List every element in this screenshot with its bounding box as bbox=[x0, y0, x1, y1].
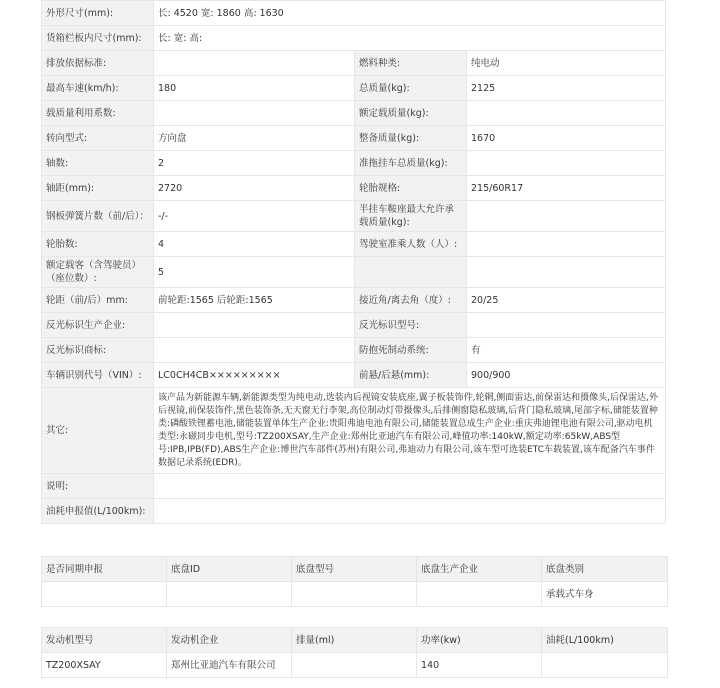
spec-value bbox=[467, 201, 666, 232]
spec-value: 2720 bbox=[154, 176, 355, 201]
dimensions-value: 长: 4520 宽: 1860 高: 1630 bbox=[154, 1, 666, 26]
spec-row bbox=[42, 151, 666, 176]
spec-row bbox=[42, 232, 666, 257]
spec-label: 载质量利用系数: bbox=[42, 101, 154, 126]
chassis-header-row bbox=[42, 557, 668, 582]
engine-data-cell: TZ200XSAY bbox=[42, 653, 167, 678]
spec-label: 最高车速(km/h): bbox=[42, 76, 154, 101]
spec-row bbox=[42, 101, 666, 126]
spec-label: 半挂车鞍座最大允许承载质量(kg): bbox=[355, 201, 467, 232]
spec-row bbox=[42, 201, 666, 232]
spec-label: 轮距（前/后）mm: bbox=[42, 288, 154, 313]
spec-row-remarks bbox=[42, 474, 666, 499]
spec-row bbox=[42, 288, 666, 313]
chassis-data-cell bbox=[292, 582, 417, 607]
spec-label: 轴数: bbox=[42, 151, 154, 176]
engine-data-row bbox=[42, 653, 668, 678]
spec-label: 准拖挂车总质量(kg): bbox=[355, 151, 467, 176]
other-value: 该产品为新能源车辆,新能源类型为纯电动,选装内后视镜安装底座,翼子板装饰件,轮辋,侧面雷达,前保雷达和摄像头,后保雷达,外后视镜,前保装饰件,黑色装饰条,无天窗无行李架,高位制动灯带摄像头,后排侧窗隐私玻璃,后背门隐私玻璃,尾部字标,储能装置种类:磷酸铁锂蓄电池,储能装置单体生产企业:贵阳弗迪电池有限公司,储能装置总成生产企业:重庆弗迪锂电池有限公司,驱动电机类型:永磁同步电机,型号:TZ200XSAY,生产企业:郑州比亚迪汽车有限公司,峰值功率:140kW,额定功率:65kW,ABS型号:IPB,IPB(FD),ABS生产企业:博世汽车部件(苏州)有限公司,弗迪动力有限公司,该车型可选装ETC车载装置,该车配备汽车事件数据记录系统(EDR)。 bbox=[154, 388, 666, 474]
spec-value bbox=[467, 101, 666, 126]
spec-row bbox=[42, 338, 666, 363]
spec-label: 轴距(mm): bbox=[42, 176, 154, 201]
spec-value: 5 bbox=[154, 257, 355, 288]
spec-value bbox=[154, 313, 355, 338]
spec-value: 1670 bbox=[467, 126, 666, 151]
spec-value bbox=[467, 151, 666, 176]
engine-header-row bbox=[42, 628, 668, 653]
spec-table bbox=[41, 0, 666, 524]
spec-value: LC0CH4CB××××××××× bbox=[154, 363, 355, 388]
spec-label: 额定载客（含驾驶员）（座位数）: bbox=[42, 257, 154, 288]
spec-value: 前轮距:1565 后轮距:1565 bbox=[154, 288, 355, 313]
engine-table bbox=[41, 627, 668, 678]
spec-value: 20/25 bbox=[467, 288, 666, 313]
chassis-header-cell: 底盘类别 bbox=[542, 557, 668, 582]
spec-row-cargo bbox=[42, 26, 666, 51]
chassis-header-cell: 底盘ID bbox=[167, 557, 292, 582]
spec-value: 2125 bbox=[467, 76, 666, 101]
engine-data-cell bbox=[542, 653, 668, 678]
spec-label: 整备质量(kg): bbox=[355, 126, 467, 151]
spec-row bbox=[42, 76, 666, 101]
spec-value: 纯电动 bbox=[467, 51, 666, 76]
spec-value bbox=[467, 232, 666, 257]
engine-header-cell: 发动机型号 bbox=[42, 628, 167, 653]
fuel-consumption-value bbox=[154, 499, 666, 524]
spec-row bbox=[42, 126, 666, 151]
spec-value bbox=[467, 257, 666, 288]
spec-label: 前悬/后悬(mm): bbox=[355, 363, 467, 388]
chassis-data-row bbox=[42, 582, 668, 607]
chassis-data-cell: 承载式车身 bbox=[542, 582, 668, 607]
spec-label: 燃料种类: bbox=[355, 51, 467, 76]
chassis-table bbox=[41, 556, 668, 607]
spec-value: 2 bbox=[154, 151, 355, 176]
spec-label: 驾驶室准乘人数（人）: bbox=[355, 232, 467, 257]
cargo-dimensions-value: 长: 宽: 高: bbox=[154, 26, 666, 51]
spec-value: 方向盘 bbox=[154, 126, 355, 151]
engine-header-cell: 油耗(L/100km) bbox=[542, 628, 668, 653]
spec-value bbox=[467, 313, 666, 338]
other-label: 其它: bbox=[42, 388, 154, 474]
chassis-data-cell bbox=[417, 582, 542, 607]
engine-data-cell: 郑州比亚迪汽车有限公司 bbox=[167, 653, 292, 678]
spec-label: 反光标识商标: bbox=[42, 338, 154, 363]
spec-label: 排放依据标准: bbox=[42, 51, 154, 76]
engine-header-cell: 发动机企业 bbox=[167, 628, 292, 653]
engine-data-cell: 140 bbox=[417, 653, 542, 678]
spec-label: 防抱死制动系统: bbox=[355, 338, 467, 363]
spec-row bbox=[42, 313, 666, 338]
remarks-value bbox=[154, 474, 666, 499]
chassis-header-cell: 底盘生产企业 bbox=[417, 557, 542, 582]
spec-value bbox=[154, 51, 355, 76]
engine-data-cell bbox=[292, 653, 417, 678]
spec-value: 4 bbox=[154, 232, 355, 257]
spec-row-dimensions bbox=[42, 1, 666, 26]
engine-header-cell: 排量(ml) bbox=[292, 628, 417, 653]
remarks-label: 说明: bbox=[42, 474, 154, 499]
spec-label: 转向型式: bbox=[42, 126, 154, 151]
spec-label: 轮胎数: bbox=[42, 232, 154, 257]
chassis-data-cell bbox=[167, 582, 292, 607]
spec-value: 有 bbox=[467, 338, 666, 363]
spec-row bbox=[42, 51, 666, 76]
spec-value: 180 bbox=[154, 76, 355, 101]
spec-row-other bbox=[42, 388, 666, 474]
spec-row-fuel bbox=[42, 499, 666, 524]
spec-value bbox=[154, 101, 355, 126]
spec-value: 215/60R17 bbox=[467, 176, 666, 201]
spec-value: -/- bbox=[154, 201, 355, 232]
spec-label: 钢板弹簧片数（前/后）： bbox=[42, 201, 154, 232]
spec-label: 车辆识别代号（VIN）: bbox=[42, 363, 154, 388]
engine-header-cell: 功率(kw) bbox=[417, 628, 542, 653]
spec-label bbox=[355, 257, 467, 288]
spec-row bbox=[42, 257, 666, 288]
chassis-data-cell bbox=[42, 582, 167, 607]
cargo-dimensions-label: 货箱栏板内尺寸(mm): bbox=[42, 26, 154, 51]
spec-rows bbox=[42, 51, 666, 388]
spec-row bbox=[42, 176, 666, 201]
spec-label: 总质量(kg): bbox=[355, 76, 467, 101]
spec-label: 反光标识生产企业: bbox=[42, 313, 154, 338]
fuel-consumption-label: 油耗申报值(L/100km): bbox=[42, 499, 154, 524]
spec-label: 额定载质量(kg): bbox=[355, 101, 467, 126]
spec-value: 900/900 bbox=[467, 363, 666, 388]
spec-label: 反光标识型号: bbox=[355, 313, 467, 338]
spec-value bbox=[154, 338, 355, 363]
chassis-header-cell: 底盘型号 bbox=[292, 557, 417, 582]
dimensions-label: 外形尺寸(mm): bbox=[42, 1, 154, 26]
spec-row bbox=[42, 363, 666, 388]
spec-label: 轮胎规格: bbox=[355, 176, 467, 201]
spec-label: 接近角/离去角（度）: bbox=[355, 288, 467, 313]
chassis-header-cell: 是否同期申报 bbox=[42, 557, 167, 582]
